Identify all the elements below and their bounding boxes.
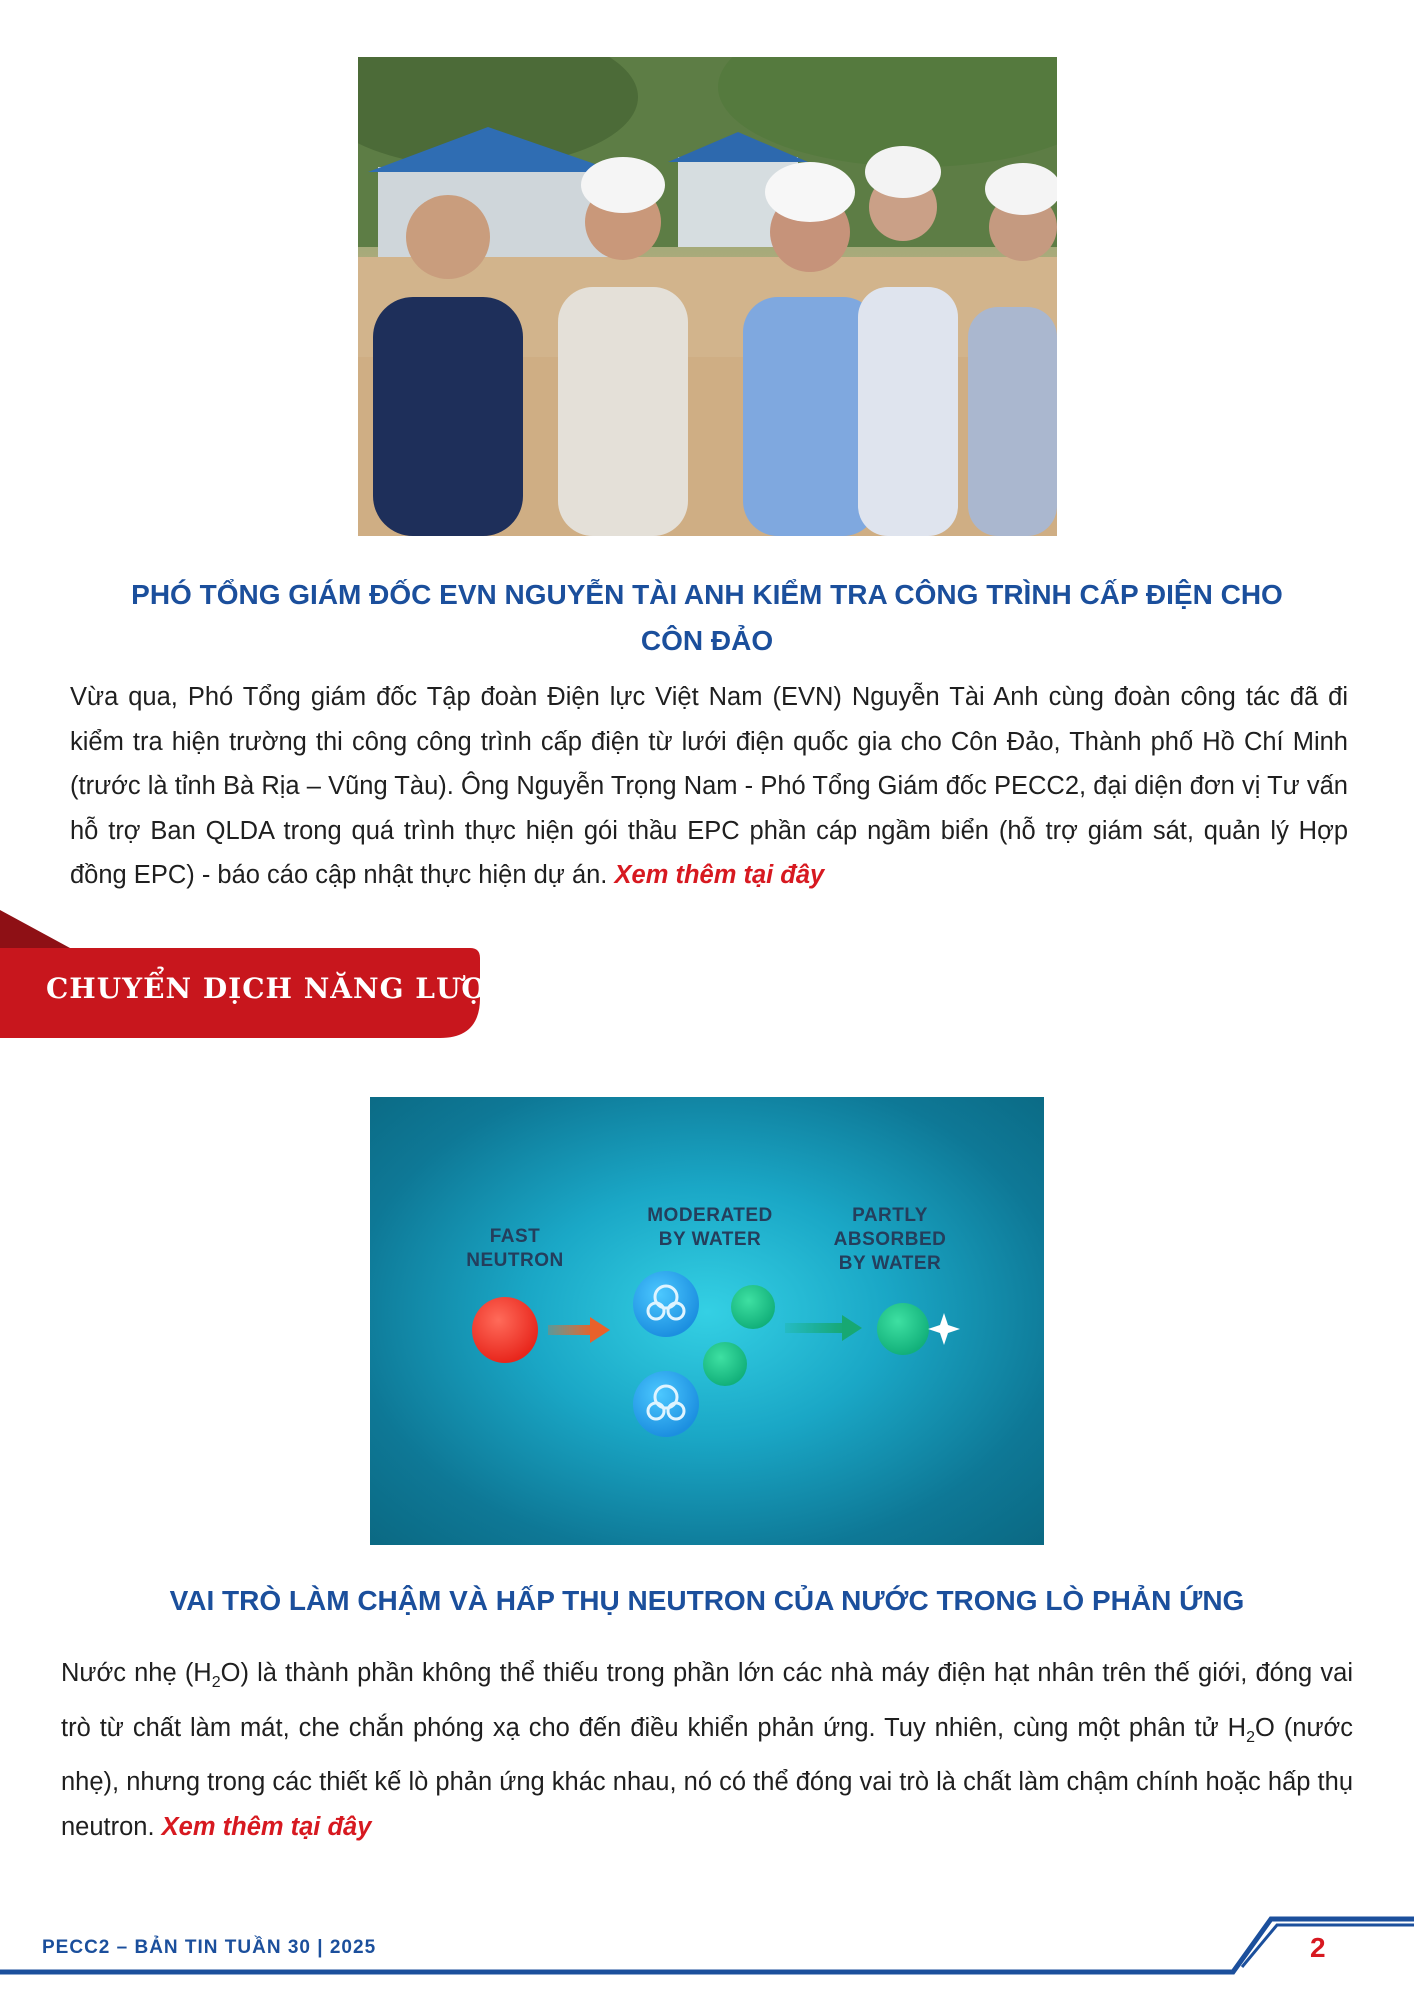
neutron-diagram <box>370 1097 1044 1545</box>
neutron-diagram-graphics <box>370 1097 1044 1545</box>
sparkle-icon <box>928 1313 960 1345</box>
water-molecule-icon <box>633 1271 699 1337</box>
section-banner-label: CHUYỂN DỊCH NĂNG LƯỢNG <box>46 972 539 1005</box>
site-inspection-illustration <box>358 57 1057 536</box>
green-arrow-icon <box>785 1315 862 1341</box>
article-body-2 <box>61 1651 1353 1849</box>
subscript-2: 2 <box>211 1674 221 1692</box>
slowed-neutron-icon-2 <box>703 1342 747 1386</box>
page-number: 2 <box>1310 1932 1326 1963</box>
label-moderated-line-1: MODERATED <box>647 1205 773 1226</box>
slowed-neutron-icon <box>731 1285 775 1329</box>
read-more-link[interactable]: Xem thêm tại đây <box>614 861 825 889</box>
absorbed-neutron-icon <box>877 1303 929 1355</box>
subscript-2b: 2 <box>1246 1728 1255 1746</box>
label-fast-line-2: NEUTRON <box>466 1250 564 1271</box>
label-absorbed-line-1: PARTLY <box>852 1205 928 1226</box>
article-title-line-2: CÔN ĐẢO <box>640 625 774 656</box>
article-photo <box>358 57 1057 536</box>
footer-label: PECC2 – BẢN TIN TUẦN 30 | 2025 <box>42 1937 377 1958</box>
label-absorbed-line-2: ABSORBED <box>833 1229 947 1250</box>
article-body <box>70 675 1348 898</box>
read-more-link-2[interactable]: Xem thêm tại đây <box>161 1812 372 1841</box>
article-title-line-1: PHÓ TỔNG GIÁM ĐỐC EVN NGUYỄN TÀI ANH KIỂM TRA CÔNG TRÌNH CẤP ĐIỆN CHO <box>131 579 1283 610</box>
article-title-2: VAI TRÒ LÀM CHẬM VÀ HẤP THỤ NEUTRON CỦA NƯỚC TRONG LÒ PHẢN ỨNG <box>169 1585 1245 1616</box>
article-body-2-part-b: O) là thành phần không thể thiếu trong phần lớn các nhà máy điện hạt nhân trên thế giới, đóng vai trò từ chất làm mát, che chắn phóng xạ cho đến điều khiển phản ứng. Tuy nhiên, cùng một phân tử H <box>61 1659 1353 1742</box>
label-moderated-line-2: BY WATER <box>658 1229 762 1250</box>
water-molecule-icon-2 <box>633 1371 699 1437</box>
article-body-2-part-a: Nước nhẹ (H <box>61 1659 212 1687</box>
label-absorbed-line-3: BY WATER <box>838 1253 942 1274</box>
label-fast-line-1: FAST <box>489 1226 541 1247</box>
fast-neutron-icon <box>472 1297 538 1363</box>
article-title <box>60 572 1354 664</box>
article-body-2-part-c: O (nước nhẹ), nhưng trong các thiết kế lò phản ứng khác nhau, nó có thể đóng vai trò là chất làm chậm chính hoặc hấp thụ neutron. <box>61 1713 1353 1841</box>
article-body-text: Vừa qua, Phó Tổng giám đốc Tập đoàn Điện lực Việt Nam (EVN) Nguyễn Tài Anh cùng đoàn công tác đã đi kiểm tra hiện trường thi công công trình cấp điện từ lưới điện quốc gia cho Côn Đảo, Thành phố Hồ Chí Minh (trước là tỉnh Bà Rịa – Vũng Tàu). Ông Nguyễn Trọng Nam - Phó Tổng Giám đốc PECC2, đại diện đơn vị Tư vấn hỗ trợ Ban QLDA trong quá trình thực hiện gói thầu EPC phần cáp ngầm biển (hỗ trợ giám sát, quản lý Hợp đồng EPC) - báo cáo cập nhật thực hiện dự án. <box>70 683 1348 889</box>
orange-arrow-icon <box>548 1317 610 1343</box>
